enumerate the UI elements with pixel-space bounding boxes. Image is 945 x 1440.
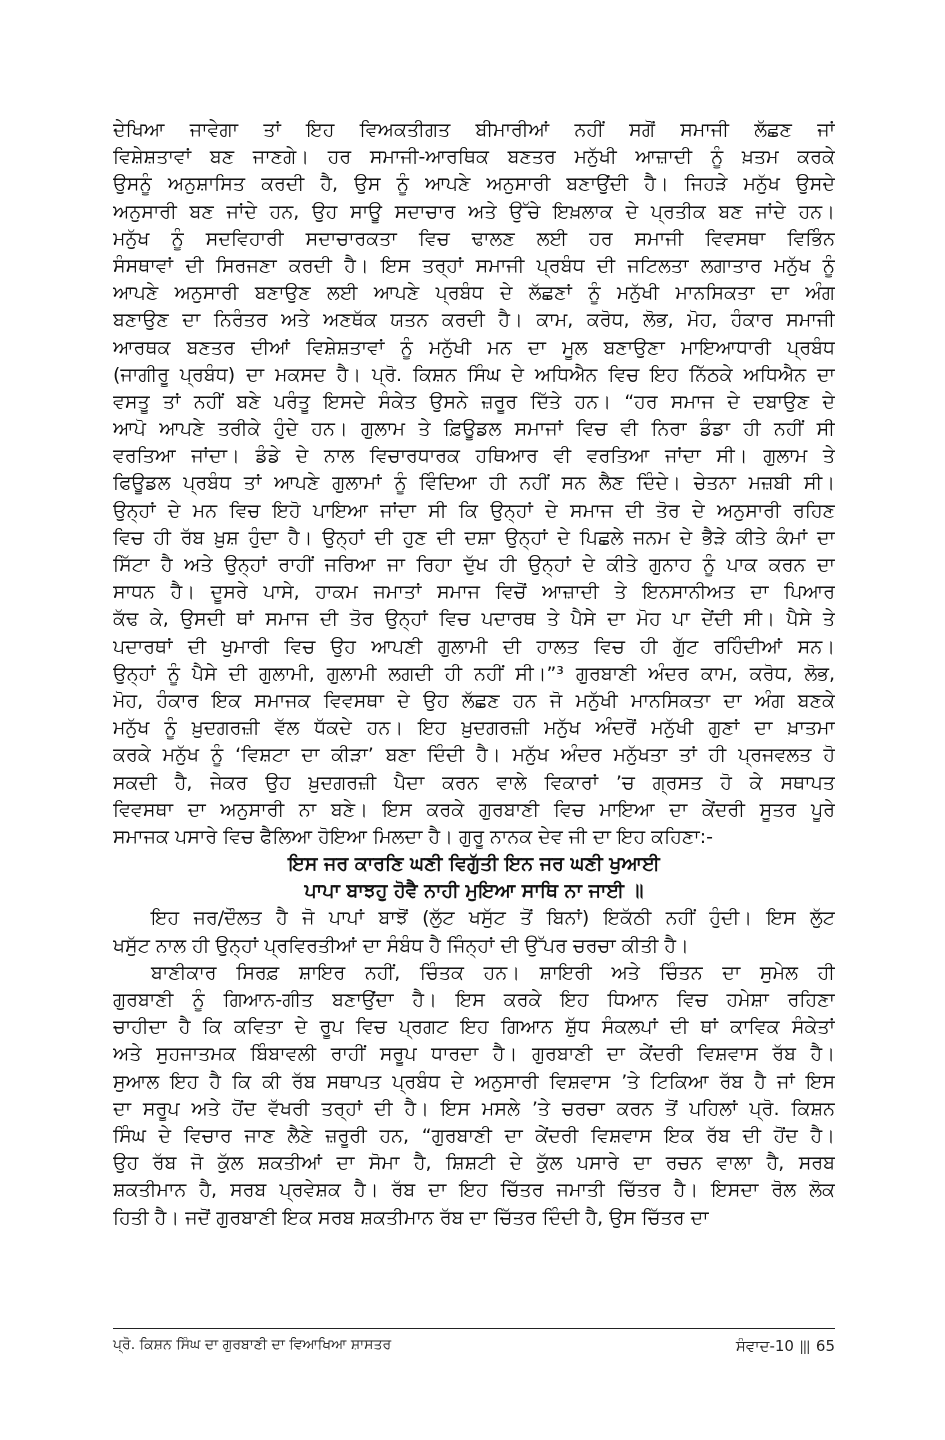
- text-line: ਵਰਤਿਆ ਜਾਂਦਾ। ਡੰਡੇ ਦੇ ਨਾਲ ਵਿਚਾਰਧਾਰਕ ਹਥਿਆਰ ਵੀ ਵਰਤਿਆ ਜਾਂਦਾ ਸੀ। ਗੁਲਾਮ ਤੇ: [113, 445, 835, 468]
- text-line: ਬਾਣੀਕਾਰ ਸਿਰਫ਼ ਸ਼ਾਇਰ ਨਹੀਂ, ਚਿੰਤਕ ਹਨ। ਸ਼ਾਇਰੀ ਅਤੇ ਚਿੰਤਨ ਦਾ ਸੁਮੇਲ ਹੀ: [151, 961, 835, 984]
- text-line: ਪਦਾਰਥਾਂ ਦੀ ਖੁਮਾਰੀ ਵਿਚ ਉਹ ਆਪਣੀ ਗੁਲਾਮੀ ਦੀ ਹਾਲਤ ਵਿਚ ਹੀ ਗੁੱਟ ਰਹਿੰਦੀਆਂ ਸਨ।: [113, 635, 835, 658]
- text-line: ਇਹ ਜਰ/ਦੌਲਤ ਹੈ ਜੋ ਪਾਪਾਂ ਬਾਝੋਂ (ਲੁੱਟ ਖਸੁੱਟ ਤੋਂ ਬਿਨਾਂ) ਇਕੱਠੀ ਨਹੀਂ ਹੁੰਦੀ। ਇਸ ਲੁੱਟ: [151, 907, 835, 930]
- text-line: ਕਰਕੇ ਮਨੁੱਖ ਨੂੰ ‘ਵਿਸ਼ਟਾ ਦਾ ਕੀੜਾ’ ਬਣਾ ਦਿੰਦੀ ਹੈ। ਮਨੁੱਖ ਅੰਦਰ ਮਨੁੱਖਤਾ ਤਾਂ ਹੀ ਪ੍ਰਜਵਲਤ ਹੋ: [113, 744, 835, 767]
- text-line: ਚਾਹੀਦਾ ਹੈ ਕਿ ਕਵਿਤਾ ਦੇ ਰੂਪ ਵਿਚ ਪ੍ਰਗਟ ਇਹ ਗਿਆਨ ਸ਼ੁੱਧ ਸੰਕਲਪਾਂ ਦੀ ਥਾਂ ਕਾਵਿਕ ਸੰਕੇਤਾਂ: [113, 1016, 835, 1039]
- text-line: ਸ਼ਕਤੀਮਾਨ ਹੈ, ਸਰਬ ਪ੍ਰਵੇਸ਼ਕ ਹੈ। ਰੱਬ ਦਾ ਇਹ ਚਿੱਤਰ ਜਮਾਤੀ ਚਿੱਤਰ ਹੈ। ਇਸਦਾ ਰੋਲ ਲੋਕ: [113, 1179, 835, 1202]
- text-line: ਸਕਦੀ ਹੈ, ਜੇਕਰ ਉਹ ਖ਼ੁਦਗਰਜ਼ੀ ਪੈਦਾ ਕਰਨ ਵਾਲੇ ਵਿਕਾਰਾਂ ’ਚ ਗ੍ਰਸਤ ਹੋ ਕੇ ਸਥਾਪਤ: [113, 771, 835, 794]
- paragraph-1: [113, 117, 835, 851]
- footer-rule: [113, 1328, 835, 1329]
- journal-name: ਸੰਵਾਦ-10: [735, 1337, 794, 1355]
- text-line: ਆਪੋ ਆਪਣੇ ਤਰੀਕੇ ਹੁੰਦੇ ਹਨ। ਗੁਲਾਮ ਤੇ ਫ਼ਿਊਡਲ ਸਮਾਜਾਂ ਵਿਚ ਵੀ ਨਿਰਾ ਡੰਡਾ ਹੀ ਨਹੀਂ ਸੀ: [113, 418, 835, 441]
- text-line: ਵਿਚ ਹੀ ਰੱਬ ਖ਼ੁਸ਼ ਹੁੰਦਾ ਹੈ। ਉਨ੍ਹਾਂ ਦੀ ਹੁਣ ਦੀ ਦਸ਼ਾ ਉਨ੍ਹਾਂ ਦੇ ਪਿਛਲੇ ਜਨਮ ਦੇ ਭੈੜੇ ਕੀਤੇ ਕੰਮਾਂ ਦਾ: [113, 526, 835, 549]
- text-line: ਵਿਸ਼ੇਸ਼ਤਾਵਾਂ ਬਣ ਜਾਣਗੇ। ਹਰ ਸਮਾਜੀ-ਆਰਥਿਕ ਬਣਤਰ ਮਨੁੱਖੀ ਆਜ਼ਾਦੀ ਨੂੰ ਖ਼ਤਮ ਕਰਕੇ: [113, 146, 835, 169]
- text-line: ਸਾਧਨ ਹੈ। ਦੂਸਰੇ ਪਾਸੇ, ਹਾਕਮ ਜਮਾਤਾਂ ਸਮਾਜ ਵਿਚੋਂ ਆਜ਼ਾਦੀ ਤੇ ਇਨਸਾਨੀਅਤ ਦਾ ਪਿਆਰ: [113, 581, 835, 604]
- text-line: ਮਨੁੱਖ ਨੂੰ ਖ਼ੁਦਗਰਜ਼ੀ ਵੱਲ ਧੱਕਦੇ ਹਨ। ਇਹ ਖ਼ੁਦਗਰਜ਼ੀ ਮਨੁੱਖ ਅੰਦਰੋਂ ਮਨੁੱਖੀ ਗੁਣਾਂ ਦਾ ਖ਼ਾਤਮਾ: [113, 717, 835, 740]
- body-text: [113, 117, 835, 1232]
- text-line: ਮਨੁੱਖ ਨੂੰ ਸਦਵਿਹਾਰੀ ਸਦਾਚਾਰਕਤਾ ਵਿਚ ਢਾਲਣ ਲਈ ਹਰ ਸਮਾਜੀ ਵਿਵਸਥਾ ਵਿਭਿੰਨ: [113, 227, 835, 250]
- text-line: ਸੁਆਲ ਇਹ ਹੈ ਕਿ ਕੀ ਰੱਬ ਸਥਾਪਤ ਪ੍ਰਬੰਧ ਦੇ ਅਨੁਸਾਰੀ ਵਿਸ਼ਵਾਸ ’ਤੇ ਟਿਕਿਆ ਰੱਬ ਹੈ ਜਾਂ ਇਸ: [113, 1070, 835, 1093]
- text-line: ਸੰਸਥਾਵਾਂ ਦੀ ਸਿਰਜਣਾ ਕਰਦੀ ਹੈ। ਇਸ ਤਰ੍ਹਾਂ ਸਮਾਜੀ ਪ੍ਰਬੰਧ ਦੀ ਜਟਿਲਤਾ ਲਗਾਤਾਰ ਮਨੁੱਖ ਨੂੰ: [113, 254, 835, 277]
- separator: |||: [799, 1339, 810, 1355]
- text-line: ਗੁਰਬਾਣੀ ਨੂੰ ਗਿਆਨ-ਗੀਤ ਬਣਾਉਂਦਾ ਹੈ। ਇਸ ਕਰਕੇ ਇਹ ਧਿਆਨ ਵਿਚ ਹਮੇਸ਼ਾ ਰਹਿਣਾ: [113, 989, 835, 1011]
- text-line: ਆਰਥਕ ਬਣਤਰ ਦੀਆਂ ਵਿਸ਼ੇਸ਼ਤਾਵਾਂ ਨੂੰ ਮਨੁੱਖੀ ਮਨ ਦਾ ਮੂਲ ਬਣਾਉਣਾ ਮਾਇਆਧਾਰੀ ਪ੍ਰਬੰਧ: [113, 336, 835, 359]
- text-line: ਉਹ ਰੱਬ ਜੋ ਕੁੱਲ ਸ਼ਕਤੀਆਂ ਦਾ ਸੋਮਾ ਹੈ, ਸ਼ਿਸ਼ਟੀ ਦੇ ਕੁੱਲ ਪਸਾਰੇ ਦਾ ਰਚਨ ਵਾਲਾ ਹੈ, ਸਰਬ: [113, 1152, 835, 1175]
- text-line: ਉਸਨੂੰ ਅਨੁਸ਼ਾਸਿਤ ਕਰਦੀ ਹੈ, ਉਸ ਨੂੰ ਆਪਣੇ ਅਨੁਸਾਰੀ ਬਣਾਉਂਦੀ ਹੈ। ਜਿਹੜੇ ਮਨੁੱਖ ਉਸਦੇ: [113, 173, 835, 196]
- verse-line: ਪਾਪਾ ਬਾਝਹੁ ਹੋਵੈ ਨਾਹੀ ਮੁਇਆ ਸਾਥਿ ਨਾ ਜਾਈ ॥: [304, 880, 644, 903]
- text-line: ਮੋਹ, ਹੰਕਾਰ ਇਕ ਸਮਾਜਕ ਵਿਵਸਥਾ ਦੇ ਉਹ ਲੱਛਣ ਹਨ ਜੋ ਮਨੁੱਖੀ ਮਾਨਸਿਕਤਾ ਦਾ ਅੰਗ ਬਣਕੇ: [113, 689, 835, 712]
- verse-block: [113, 851, 835, 905]
- text-line: ਖਸੁੱਟ ਨਾਲ ਹੀ ਉਨ੍ਹਾਂ ਪ੍ਰਵਿਰਤੀਆਂ ਦਾ ਸੰਬੰਧ ਹੈ ਜਿੰਨ੍ਹਾਂ ਦੀ ਉੱਪਰ ਚਰਚਾ ਕੀਤੀ ਹੈ।: [113, 934, 689, 957]
- text-line: ਹਿਤੀ ਹੈ। ਜਦੋਂ ਗੁਰਬਾਣੀ ਇਕ ਸਰਬ ਸ਼ਕਤੀਮਾਨ ਰੱਬ ਦਾ ਚਿੱਤਰ ਦਿੰਦੀ ਹੈ, ਉਸ ਚਿੱਤਰ ਦਾ: [113, 1206, 709, 1229]
- text-line: ਕੱਢ ਕੇ, ਉਸਦੀ ਥਾਂ ਸਮਾਜ ਦੀ ਤੋਰ ਉਨ੍ਹਾਂ ਵਿਚ ਪਦਾਰਥ ਤੇ ਪੈਸੇ ਦਾ ਮੋਹ ਪਾ ਦੇਂਦੀ ਸੀ। ਪੈਸੇ ਤੇ: [113, 608, 835, 631]
- text-line: ਦਾ ਸਰੂਪ ਅਤੇ ਹੋਂਦ ਵੱਖਰੀ ਤਰ੍ਹਾਂ ਦੀ ਹੈ। ਇਸ ਮਸਲੇ ’ਤੇ ਚਰਚਾ ਕਰਨ ਤੋਂ ਪਹਿਲਾਂ ਪ੍ਰੋ. ਕਿਸ਼ਨ: [113, 1097, 835, 1120]
- text-line: ਆਪਣੇ ਅਨੁਸਾਰੀ ਬਣਾਉਣ ਲਈ ਆਪਣੇ ਪ੍ਰਬੰਧ ਦੇ ਲੱਛਣਾਂ ਨੂੰ ਮਨੁੱਖੀ ਮਾਨਸਿਕਤਾ ਦਾ ਅੰਗ: [113, 282, 835, 305]
- text-line: (ਜਾਗੀਰੂ ਪ੍ਰਬੰਧ) ਦਾ ਮਕਸਦ ਹੈ। ਪ੍ਰੋ. ਕਿਸ਼ਨ ਸਿੰਘ ਦੇ ਅਧਿਐਨ ਵਿਚ ਇਹ ਨਿੱਠਕੇ ਅਧਿਐਨ ਦਾ: [113, 363, 835, 386]
- text-line: ਸਿੰਘ ਦੇ ਵਿਚਾਰ ਜਾਣ ਲੈਣੇ ਜ਼ਰੂਰੀ ਹਨ, “ਗੁਰਬਾਣੀ ਦਾ ਕੇਂਦਰੀ ਵਿਸ਼ਵਾਸ ਇਕ ਰੱਬ ਦੀ ਹੋਂਦ ਹੈ।: [113, 1124, 835, 1147]
- text-line: ਅਨੁਸਾਰੀ ਬਣ ਜਾਂਦੇ ਹਨ, ਉਹ ਸਾਊ ਸਦਾਚਾਰ ਅਤੇ ਉੱਚੇ ਇਖ਼ਲਾਕ ਦੇ ਪ੍ਰਤੀਕ ਬਣ ਜਾਂਦੇ ਹਨ।: [113, 200, 835, 223]
- text-line: ਦੇਖਿਆ ਜਾਵੇਗਾ ਤਾਂ ਇਹ ਵਿਅਕਤੀਗਤ ਬੀਮਾਰੀਆਂ ਨਹੀਂ ਸਗੋਂ ਸਮਾਜੀ ਲੱਛਣ ਜਾਂ: [113, 119, 835, 141]
- running-title: ਪ੍ਰੋ. ਕਿਸ਼ਨ ਸਿੰਘ ਦਾ ਗੁਰਬਾਣੀ ਦਾ ਵਿਆਖਿਆ ਸ਼ਾਸਤਰ: [113, 1337, 392, 1353]
- text-line: ਸਮਾਜਕ ਪਸਾਰੇ ਵਿਚ ਫੈਲਿਆ ਹੋਇਆ ਮਿਲਦਾ ਹੈ। ਗੁਰੂ ਨਾਨਕ ਦੇਵ ਜੀ ਦਾ ਇਹ ਕਹਿਣਾ:-: [113, 825, 713, 848]
- text-line: ਫਿਊਡਲ ਪ੍ਰਬੰਧ ਤਾਂ ਆਪਣੇ ਗੁਲਾਮਾਂ ਨੂੰ ਵਿੰਦਿਆ ਹੀ ਨਹੀਂ ਸਨ ਲੈਣ ਦਿੰਦੇ। ਚੇਤਨਾ ਮਜ਼ਬੀ ਸੀ।: [113, 472, 835, 495]
- page-number: 65: [815, 1337, 835, 1355]
- paragraph-3: [113, 960, 835, 1232]
- paragraph-2: [113, 905, 835, 959]
- text-line: ਵਿਵਸਥਾ ਦਾ ਅਨੁਸਾਰੀ ਨਾ ਬਣੇ। ਇਸ ਕਰਕੇ ਗੁਰਬਾਣੀ ਵਿਚ ਮਾਇਆ ਦਾ ਕੇਂਦਰੀ ਸੂਤਰ ਪੂਰੇ: [113, 798, 835, 821]
- text-line: ਉਨ੍ਹਾਂ ਨੂੰ ਪੈਸੇ ਦੀ ਗੁਲਾਮੀ, ਗੁਲਾਮੀ ਲਗਦੀ ਹੀ ਨਹੀਂ ਸੀ।”³ ਗੁਰਬਾਣੀ ਅੰਦਰ ਕਾਮ, ਕਰੋਧ, ਲੋਭ,: [113, 662, 835, 685]
- text-line: ਉਨ੍ਹਾਂ ਦੇ ਮਨ ਵਿਚ ਇਹੋ ਪਾਇਆ ਜਾਂਦਾ ਸੀ ਕਿ ਉਨ੍ਹਾਂ ਦੇ ਸਮਾਜ ਦੀ ਤੋਰ ਦੇ ਅਨੁਸਾਰੀ ਰਹਿਣ: [113, 499, 835, 522]
- footer-page-info: [736, 1337, 835, 1356]
- verse-line: ਇਸ ਜਰ ਕਾਰਣਿ ਘਣੀ ਵਿਗੁੱਤੀ ਇਨ ਜਰ ਘਣੀ ਖੁਆਈ: [288, 853, 660, 876]
- text-line: ਵਸਤੂ ਤਾਂ ਨਹੀਂ ਬਣੇ ਪਰੰਤੂ ਇਸਦੇ ਸੰਕੇਤ ਉਸਨੇ ਜ਼ਰੂਰ ਦਿੱਤੇ ਹਨ। “ਹਰ ਸਮਾਜ ਦੇ ਦਬਾਉਣ ਦੇ: [113, 390, 835, 413]
- text-line: ਸਿੱਟਾ ਹੈ ਅਤੇ ਉਨ੍ਹਾਂ ਰਾਹੀਂ ਜਰਿਆ ਜਾ ਰਿਹਾ ਦੁੱਖ ਹੀ ਉਨ੍ਹਾਂ ਦੇ ਕੀਤੇ ਗੁਨਾਹ ਨੂੰ ਪਾਕ ਕਰਨ ਦਾ: [113, 554, 835, 576]
- text-line: ਅਤੇ ਸੁਹਜਾਤਮਕ ਬਿੰਬਾਵਲੀ ਰਾਹੀਂ ਸਰੂਪ ਧਾਰਦਾ ਹੈ। ਗੁਰਬਾਣੀ ਦਾ ਕੇਂਦਰੀ ਵਿਸ਼ਵਾਸ ਰੱਬ ਹੈ।: [113, 1043, 835, 1066]
- text-line: ਬਣਾਉਣ ਦਾ ਨਿਰੰਤਰ ਅਤੇ ਅਣਥੱਕ ਯਤਨ ਕਰਦੀ ਹੈ। ਕਾਮ, ਕਰੋਧ, ਲੋਭ, ਮੋਹ, ਹੰਕਾਰ ਸਮਾਜੀ: [113, 309, 835, 332]
